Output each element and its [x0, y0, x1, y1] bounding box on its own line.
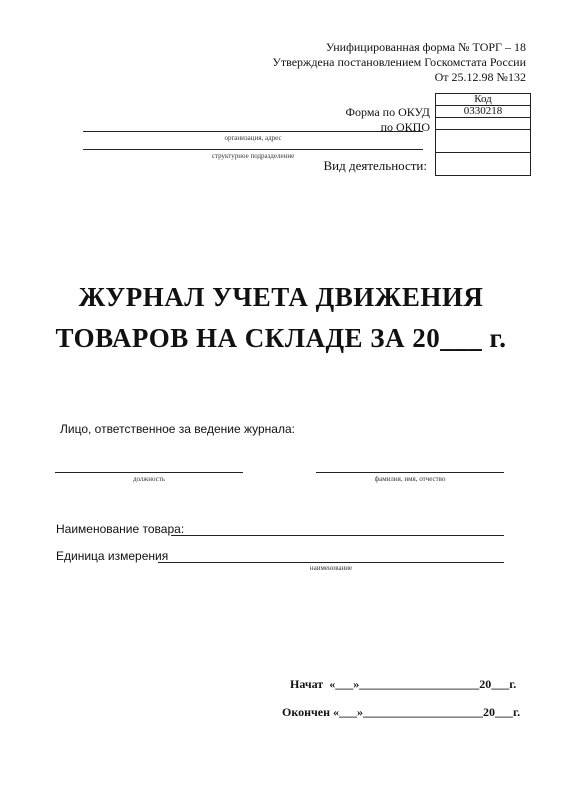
organization-caption: организация, адрес	[224, 134, 282, 142]
position-line[interactable]	[55, 472, 243, 473]
subdivision-caption: структурное подразделение	[211, 152, 295, 160]
full-name-caption: фамилия, имя, отчество	[374, 475, 446, 483]
subdivision-line[interactable]	[83, 149, 423, 150]
approval-date-line: От 25.12.98 №132	[434, 70, 526, 84]
goods-name-label: Наименование товара:	[56, 522, 185, 536]
okud-label: Форма по ОКУД	[345, 105, 430, 119]
goods-name-line[interactable]	[171, 535, 504, 536]
unit-label: Единица измерения	[56, 549, 169, 563]
document-title-line-1: ЖУРНАЛ УЧЕТА ДВИЖЕНИЯ	[78, 282, 484, 312]
unit-caption: наименование	[309, 564, 353, 572]
okpo-code-cell[interactable]	[436, 118, 531, 130]
finished-date[interactable]: Окончен «___»____________________20___г.	[282, 705, 521, 719]
code-empty-cell[interactable]	[436, 130, 531, 153]
codes-table	[435, 93, 531, 176]
organization-line[interactable]	[83, 131, 423, 132]
okpo-label: по ОКПО	[380, 120, 430, 134]
document-title-line-2: ТОВАРОВ НА СКЛАДЕ ЗА 20___ г.	[55, 323, 507, 353]
approval-line: Утверждена постановлением Госкомстата России	[272, 55, 526, 69]
started-date[interactable]: Начат «___»____________________20___г.	[290, 677, 517, 691]
form-header	[272, 40, 526, 85]
activity-code-cell[interactable]	[436, 153, 531, 176]
position-caption: должность	[132, 475, 166, 483]
codes-head-cell: Код	[436, 94, 531, 106]
unit-line[interactable]	[158, 562, 504, 563]
full-name-line[interactable]	[316, 472, 504, 473]
okud-code-cell: 0330218	[436, 106, 531, 118]
responsible-label: Лицо, ответственное за ведение журнала:	[60, 422, 295, 436]
form-number-line: Унифицированная форма № ТОРГ – 18	[325, 40, 526, 54]
activity-label: Вид деятельности:	[323, 158, 427, 173]
